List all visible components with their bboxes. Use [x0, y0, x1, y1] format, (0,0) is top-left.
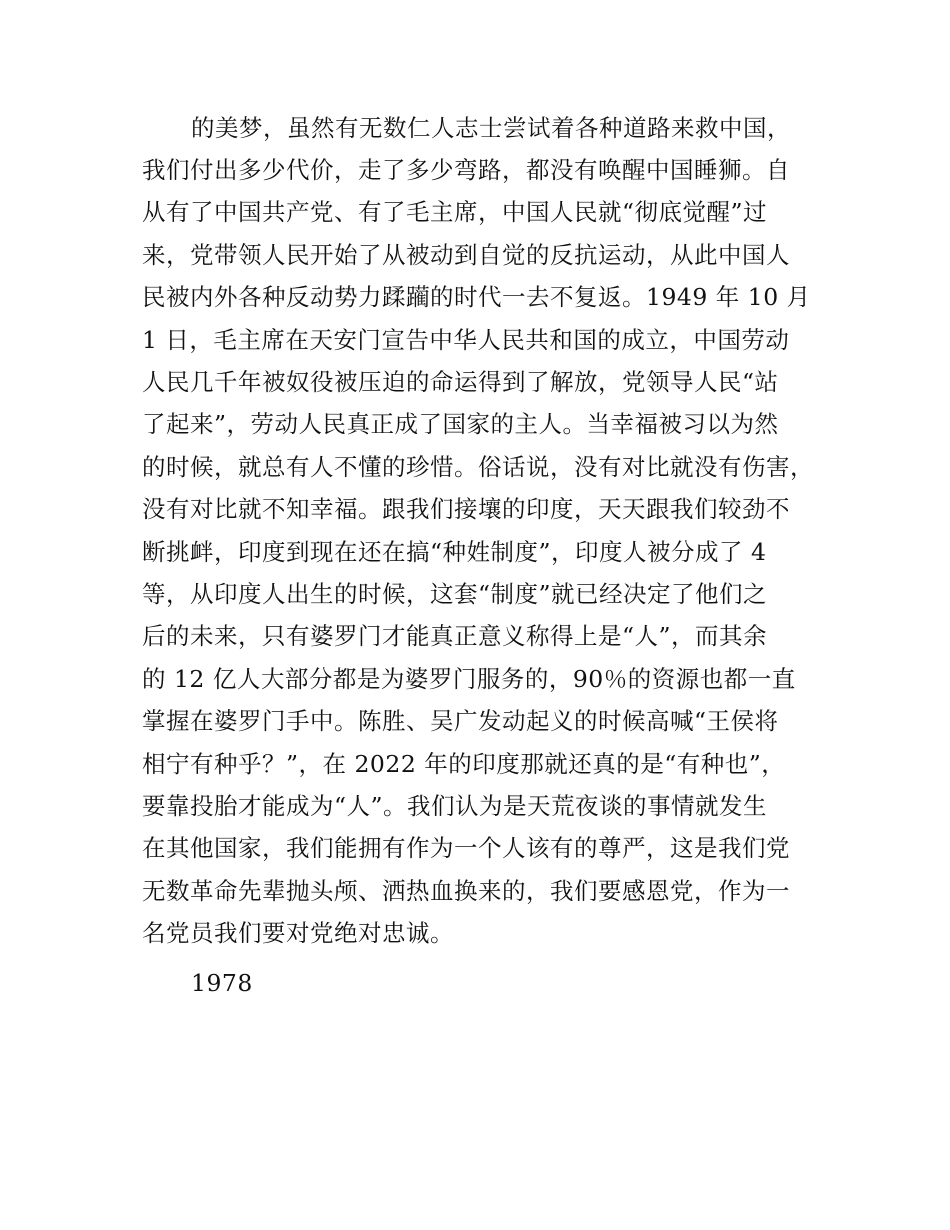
- paragraph-line: 从有了中国共产党、有了毛主席，中国人民就“彻底觉醒”过: [142, 198, 768, 226]
- paragraph-line: 人民几千年被奴役被压迫的命运得到了解放，党领导人民“站: [142, 368, 779, 396]
- paragraph-line: 掌握在婆罗门手中。陈胜、吴广发动起义的时候高喊“王侯将: [142, 707, 779, 735]
- paragraph-line: 来，党带领人民开始了从被动到自觉的反抗运动，从此中国人: [142, 241, 790, 269]
- paragraph-line: 相宁有种乎？”，在 2022 年的印度那就还真的是“有种也”，: [142, 750, 786, 778]
- paragraph-line: 的时候，就总有人不懂的珍惜。俗话说，没有对比就没有伤害，: [142, 453, 814, 481]
- paragraph-line: 名党员我们要对党绝对忠诚。: [142, 919, 454, 947]
- next-paragraph-start: 1978: [191, 969, 253, 997]
- paragraph-line: 民被内外各种反动势力蹂躏的时代一去不复返。1949 年 10 月: [142, 283, 811, 311]
- paragraph-line: 等，从印度人出生的时候，这套“制度”就已经决定了他们之: [142, 580, 768, 608]
- paragraph-line: 后的未来，只有婆罗门才能真正意义称得上是“人”，而其余: [142, 622, 768, 650]
- paragraph-line: 断挑衅，印度到现在还在搞“种姓制度”，印度人被分成了 4: [142, 538, 767, 566]
- paragraph-line: 要靠投胎才能成为“人”。我们认为是天荒夜谈的事情就发生: [142, 792, 768, 820]
- paragraph-line: 没有对比就不知幸福。跟我们接壤的印度，天天跟我们较劲不: [142, 495, 790, 523]
- paragraph-line: 的 12 亿人大部分都是为婆罗门服务的，90％的资源也都一直: [142, 665, 796, 693]
- paragraph-line: 无数革命先辈抛头颅、洒热血换来的，我们要感恩党，作为一: [142, 877, 790, 905]
- paragraph-line: 的美梦，虽然有无数仁人志士尝试着各种道路来救中国，: [191, 114, 791, 142]
- paragraph-line: 了起来”，劳动人民真正成了国家的主人。当幸福被习以为然: [142, 410, 779, 438]
- paragraph-line: 1 日，毛主席在天安门宣告中华人民共和国的成立，中国劳动: [142, 326, 790, 354]
- paragraph-line: 我们付出多少代价，走了多少弯路，都没有唤醒中国睡狮。自: [142, 156, 790, 184]
- paragraph-line: 在其他国家，我们能拥有作为一个人该有的尊严，这是我们党: [142, 834, 790, 862]
